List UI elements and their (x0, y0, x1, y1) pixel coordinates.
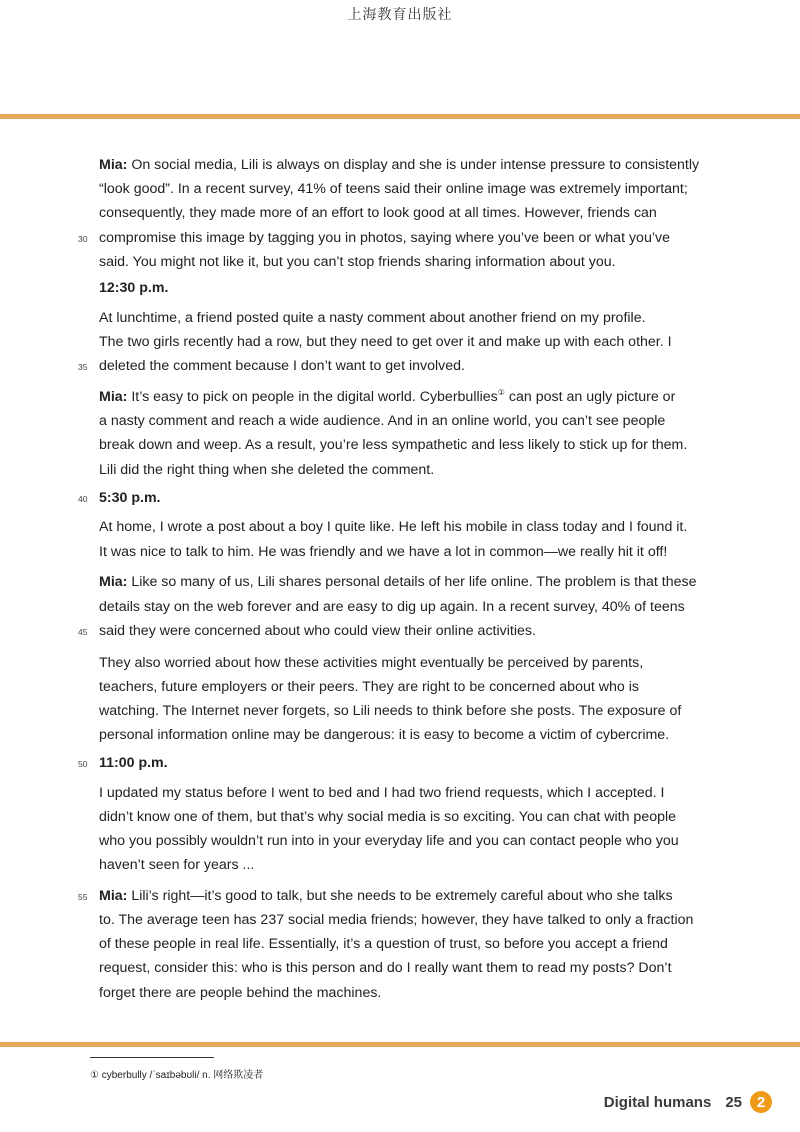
line-text: Like so many of us, Lili shares personal details of her life online. The problem is that these (127, 574, 697, 590)
line-number: 55 (78, 892, 88, 902)
publisher-name: 上海教育出版社 (347, 7, 453, 23)
section-title: Digital humans (603, 1093, 712, 1111)
page-footer (604, 1091, 772, 1113)
text-line (99, 228, 789, 248)
footnote-divider (90, 1057, 214, 1058)
line-text: Lili’s right—it’s good to talk, but she needs to be extremely careful about who she talks (127, 888, 673, 904)
line-text: I updated my status before I went to bed and I had two friend requests, which I accepted. I (99, 785, 665, 801)
line-text: to. The average teen has 237 social media friends; however, they have talked to only a fraction (99, 912, 694, 928)
line-text: It was nice to talk to him. He was friendly and we have a lot in common—we really hit it off! (99, 544, 668, 560)
top-divider (0, 114, 800, 119)
line-text: “look good”. In a recent survey, 41% of teens said their online image was extremely important; (99, 181, 688, 197)
line-number: 45 (78, 627, 88, 637)
line-text: can post an ugly picture or (504, 389, 676, 405)
line-text: forget there are people behind the machines. (99, 985, 382, 1001)
line-text: It’s easy to pick on people in the digital world. Cyberbullies (127, 389, 498, 405)
bottom-divider (0, 1042, 800, 1047)
text-line (99, 460, 789, 480)
line-number: 40 (78, 494, 88, 504)
line-text: request, consider this: who is this person and do I really want them to read my posts? Don’t (99, 960, 672, 976)
text-line (99, 542, 789, 562)
text-line (99, 725, 789, 745)
text-line (99, 910, 789, 930)
footnote: ① cyberbully /ˈsaɪbəbʊli/ n. 网络欺凌者 (90, 1070, 264, 1081)
text-line (99, 677, 789, 697)
line-text: didn’t know one of them, but that’s why social media is so exciting. You can chat with people (99, 809, 677, 825)
text-line (99, 958, 789, 978)
line-text: They also worried about how these activities might eventually be perceived by parents, (99, 655, 644, 671)
line-text: compromise this image by tagging you in photos, saying where you’ve been or what you’ve (99, 230, 670, 246)
line-text: details stay on the web forever and are easy to dig up again. In a recent survey, 40% of teens (99, 599, 685, 615)
line-text: Lili did the right thing when she deleted the comment. (99, 462, 435, 478)
text-line (99, 252, 789, 272)
text-line (99, 332, 789, 352)
speaker-line (99, 572, 789, 592)
text-line (99, 807, 789, 827)
text-line (99, 356, 789, 376)
speaker-label: Mia: (99, 389, 128, 405)
speaker-label: Mia: (99, 157, 128, 173)
speaker-label: Mia: (99, 888, 128, 904)
line-text: The two girls recently had a row, but they need to get over it and make up with each other. I (99, 334, 672, 350)
text-line (99, 179, 789, 199)
time-heading: 5:30 p.m. (99, 490, 161, 506)
line-text: break down and weep. As a result, you’re less sympathetic and less likely to stick up for them. (99, 437, 688, 453)
line-number: 35 (78, 362, 88, 372)
text-line (99, 308, 789, 328)
line-text: said. You might not like it, but you can’t stop friends sharing information about you. (99, 254, 616, 270)
line-text: deleted the comment because I don’t want to get involved. (99, 358, 465, 374)
speaker-label: Mia: (99, 574, 128, 590)
text-line (99, 653, 789, 673)
line-number: 50 (78, 759, 88, 769)
line-text: teachers, future employers or their peers. They are right to be concerned about who is (99, 679, 639, 695)
text-line (99, 934, 789, 954)
line-text: consequently, they made more of an effort to look good at all times. However, friends can (99, 205, 657, 221)
line-text: haven’t seen for years ... (99, 857, 255, 873)
line-text: On social media, Lili is always on display and she is under intense pressure to consistently (127, 157, 700, 173)
text-line (99, 701, 789, 721)
unit-badge: 2 (750, 1091, 772, 1113)
text-line (99, 831, 789, 851)
time-heading: 11:00 p.m. (99, 755, 168, 771)
speaker-line (99, 155, 789, 175)
time-heading: 12:30 p.m. (99, 280, 169, 296)
speaker-line (99, 387, 789, 407)
line-text: watching. The Internet never forgets, so Lili needs to think before she posts. The exposure of (99, 703, 682, 719)
line-text: said they were concerned about who could view their online activities. (99, 623, 536, 639)
line-text: personal information online may be dangerous: it is easy to become a victim of cybercrime. (99, 727, 670, 743)
text-line (99, 983, 789, 1003)
text-line (99, 517, 789, 537)
text-line (99, 203, 789, 223)
text-line (99, 435, 789, 455)
text-line (99, 597, 789, 617)
text-line (99, 411, 789, 431)
footnote-marker: ① (497, 388, 505, 397)
line-text: of these people in real life. Essentially, it’s a question of trust, so before you accept a friend (99, 936, 668, 952)
line-text: who you possibly wouldn’t run into in your everyday life and you can contact people who you (99, 833, 679, 849)
line-number: 30 (78, 234, 88, 244)
page-number: 25 (725, 1093, 742, 1111)
line-text: a nasty comment and reach a wide audience. And in an online world, you can’t see people (99, 413, 666, 429)
text-line (99, 855, 789, 875)
text-line (99, 621, 789, 641)
line-text: At lunchtime, a friend posted quite a nasty comment about another friend on my profile. (99, 310, 646, 326)
line-text: At home, I wrote a post about a boy I quite like. He left his mobile in class today and I found it. (99, 519, 688, 535)
speaker-line (99, 886, 789, 906)
text-line (99, 783, 789, 803)
